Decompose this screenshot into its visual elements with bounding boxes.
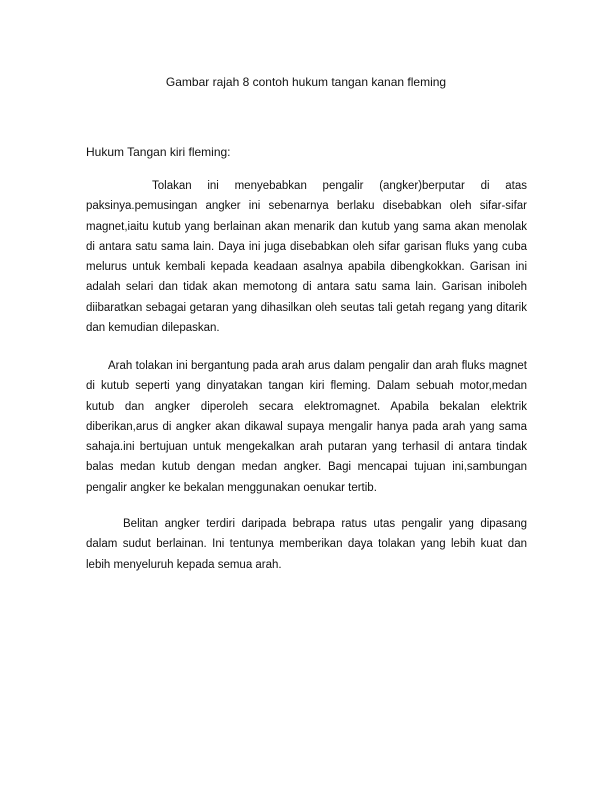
paragraph-3: Belitan angker terdiri daripada bebrapa ratus utas pengalir yang dipasang dalam sudut berlainan. Ini tentunya memberikan daya tolakan yang lebih kuat dan lebih menyeluruh kepada semua arah. (86, 518, 527, 571)
paragraph-1: Tolakan ini menyebabkan pengalir (angker)berputar di atas paksinya.pemusingan angker ini sebenarnya berlaku disebabkan oleh sifar-sifar magnet,iaitu kutub yang berlainan akan menarik dan kutub yang sama akan menolak di antara satu sama lain. Daya ini juga disebabkan oleh sifar garisan fluks yang cuba melurus untuk kembali kepada keadaan asalnya apabila dibengkokkan. Garisan ini adalah selari dan tidak akan memotong di antara satu sama lain. Garisan iniboleh diibaratkan sebagai getaran yang dihasilkan oleh seutas tali getah regang yang ditarik dan kemudian dilepaskan. (86, 180, 527, 335)
paragraph-2: Arah tolakan ini bergantung pada arah arus dalam pengalir dan arah fluks magnet di kutub seperti yang dinyatakan tangan kiri fleming. Dalam sebuah motor,medan kutub dan angker diperoleh secara elektromagnet. Apabila bekalan elektrik diberikan,arus di angker akan dikawal supaya mengalir hanya pada arah yang sama sahaja.ini bertujuan untuk mengekalkan arah putaran yang terhasil di antara tindak balas medan kutub dengan medan angker. Bagi mencapai tujuan ini,sambungan pengalir angker ke bekalan menggunakan oenukar tertib. (86, 360, 527, 494)
page-title: Gambar rajah 8 contoh hukum tangan kanan fleming (165, 75, 447, 89)
section-heading: Hukum Tangan kiri fleming: (86, 145, 231, 159)
